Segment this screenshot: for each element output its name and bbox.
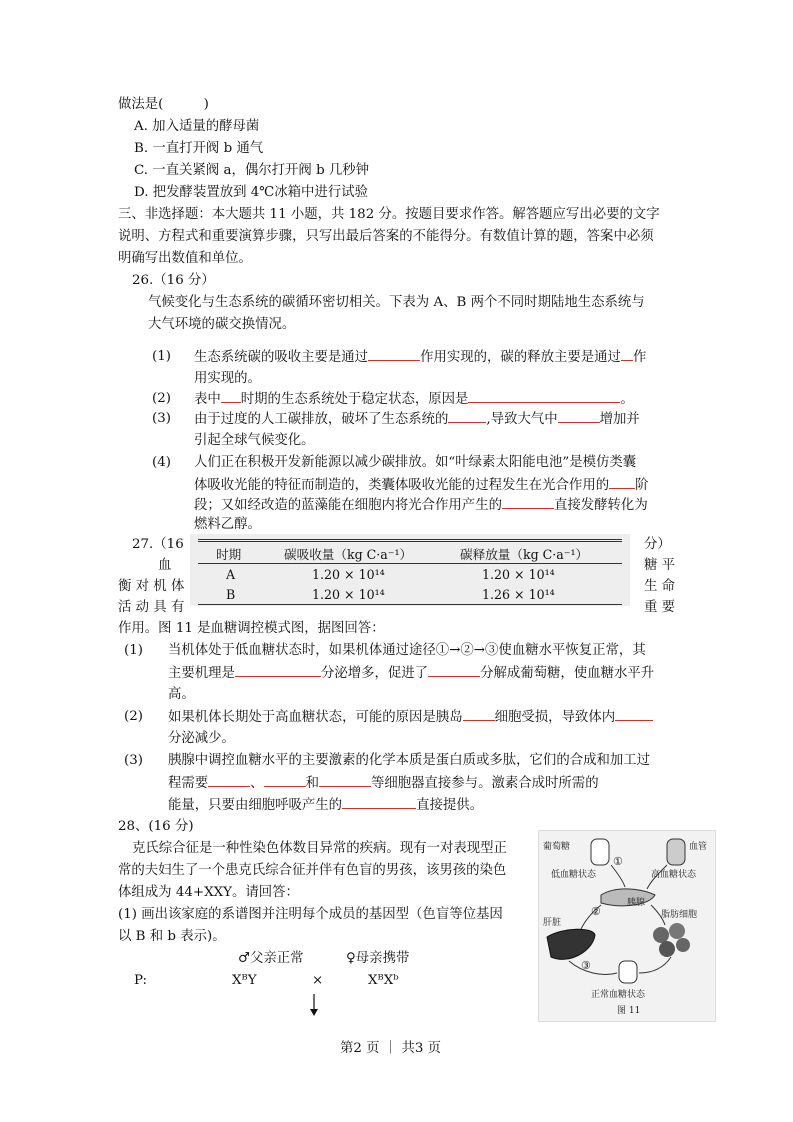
q26-p3-blank-2[interactable] xyxy=(558,410,600,423)
label-low-glucose: 低血糖状态 xyxy=(551,870,597,880)
q27-p1-blank-2[interactable] xyxy=(428,664,480,677)
section3-line3: 明确写出数值和单位。 xyxy=(118,251,252,266)
q27-left-2: 血 xyxy=(158,558,172,573)
table-cell: 1.26 × 10¹⁴ xyxy=(482,587,555,602)
q25-option-c: C. 一直关紧阀 a，偶尔打开阀 b 几秒钟 xyxy=(134,163,370,178)
q27-p3-text-3a: 能量，只要由细胞呼吸产生的 xyxy=(168,798,343,813)
table-header-period: 时期 xyxy=(216,547,242,562)
q25-stem-tail: 做法是( ) xyxy=(118,97,209,112)
q26-p3-text-c: 增加并 xyxy=(599,412,640,427)
q27-p1-text-2b: 分泌增多，促进了 xyxy=(320,666,429,681)
q25-option-b: B. 一直打开阀 b 通气 xyxy=(134,141,264,156)
label-step-1: ① xyxy=(613,855,623,868)
q27-right-2: 糖 平 xyxy=(644,558,676,573)
q26-p3-text-b: ,导致大气中 xyxy=(486,412,558,427)
pedigree-father-label: ♂父亲正常 xyxy=(238,951,304,966)
q26-p1-text-a: 生态系统碳的吸收主要是通过 xyxy=(194,350,369,365)
pedigree-p-label: P: xyxy=(134,973,148,988)
fat-cell-icon xyxy=(676,938,690,952)
fat-cell-icon xyxy=(669,923,685,939)
q27-p3-blank-3[interactable] xyxy=(319,774,371,787)
pedigree-cross-symbol: × xyxy=(312,973,324,988)
q26-p4-text-2a: 体吸收光能的特征而制造的，类囊体吸收光能的过程发生在光合作用的 xyxy=(194,478,610,493)
q26-p4-blank-1[interactable] xyxy=(609,476,635,489)
q26-p1-text-c: 作 xyxy=(632,350,647,365)
q26-p2-text-a: 表中 xyxy=(194,392,221,407)
arrow-1-icon xyxy=(611,865,625,887)
table-cell: 1.20 × 10¹⁴ xyxy=(312,567,385,582)
fat-cell-icon xyxy=(659,941,675,957)
section3-line2: 说明、方程式和重要演算步骤，只写出最后答案的不能得分。有数值计算的题，答案中必须 xyxy=(118,229,654,244)
q27-p2-blank-1[interactable] xyxy=(463,708,495,721)
pedigree-father-genotype: XᴮY xyxy=(232,973,257,988)
q27-right-4: 重 要 xyxy=(644,600,676,615)
q26-p4-text-3b: 直接发酵转化为 xyxy=(553,498,648,513)
table-cell: B xyxy=(226,587,236,602)
vessel-normal-icon xyxy=(619,961,637,983)
q27-p1-mark: (1) xyxy=(124,643,143,658)
q27-p3-text-2c: 和 xyxy=(305,776,319,791)
q26-p1-line1 xyxy=(194,348,646,367)
q27-p2-text-a: 如果机体长期处于高血糖状态，可能的原因是胰岛 xyxy=(168,710,463,725)
vessel-low-icon xyxy=(591,839,609,865)
figure-11-blood-glucose-diagram xyxy=(538,830,716,1022)
q26-p4-line3 xyxy=(194,496,648,515)
q27-left-4: 活 动 具 有 xyxy=(118,600,185,615)
label-step-3: ③ xyxy=(581,959,591,972)
label-glucose: 葡萄糖 xyxy=(543,842,571,852)
q27-p3-mark: (3) xyxy=(124,753,143,768)
q27-p3-line2 xyxy=(168,774,599,793)
q26-p2-text-b: 时期的生态系统处于稳定状态，原因是 xyxy=(240,392,469,407)
q27-p3-text-2b: 、 xyxy=(250,776,264,791)
table-header-absorb: 碳吸收量（kg C·a⁻¹） xyxy=(284,547,413,562)
q26-intro-line2: 大气环境的碳交换情况。 xyxy=(148,317,296,332)
q27-p2-blank-2[interactable] xyxy=(615,708,653,721)
pedigree-mother-genotype: XᴮXᵇ xyxy=(368,973,399,988)
q26-p1-text-b: 作用实现的，碳的释放主要是通过 xyxy=(420,350,621,365)
label-pancreas: 胰腺 xyxy=(627,898,646,908)
q28-number: 28、(16 分) xyxy=(118,819,194,834)
figure-caption: 图 11 xyxy=(617,1006,641,1016)
q28-line1: 克氏综合征是一种性染色体数目异常的疾病。现有一对表现型正 xyxy=(132,841,507,856)
q27-p3-blank-2[interactable] xyxy=(264,774,306,787)
q26-p1-blank-2[interactable] xyxy=(621,348,633,361)
q27-p1-text-2a: 主要机理是 xyxy=(168,666,235,681)
q27-number: 27.（16 xyxy=(132,537,184,552)
label-step-2: ② xyxy=(591,905,601,918)
q26-p1-mark: (1) xyxy=(152,349,171,364)
q27-p1-line3: 高。 xyxy=(168,687,195,702)
pedigree-mother-label: ♀母亲携带 xyxy=(346,951,410,966)
q26-p4-text-2b: 阶 xyxy=(635,478,649,493)
q27-p1-line1: 当机体处于低血糖状态时，如果机体通过途径①→②→③使血糖水平恢复正常，其 xyxy=(168,643,646,658)
q27-line5: 作用。图 11 是血糖调控模式图，据图回答： xyxy=(118,621,385,636)
table-cell: 1.20 × 10¹⁴ xyxy=(482,567,555,582)
q26-p2-blank-2[interactable] xyxy=(468,390,620,403)
q26-number: 26.（16 分） xyxy=(132,273,215,288)
q27-p3-blank-1[interactable] xyxy=(208,774,250,787)
q27-p2-text-b: 细胞受损，导致体内 xyxy=(494,710,616,725)
pedigree-down-arrow xyxy=(306,994,322,1018)
q28-line2: 常的夫妇生了一个患克氏综合征并伴有色盲的男孩，该男孩的染色 xyxy=(118,863,507,878)
q26-p3-line1 xyxy=(194,410,640,429)
liver-icon xyxy=(547,929,595,959)
q27-left-3: 衡 对 机 体 xyxy=(118,579,185,594)
label-high-glucose: 高血糖状态 xyxy=(651,870,697,880)
q27-p1-line2 xyxy=(168,664,654,683)
q28-line3: 体组成为 44+XXY。请回答： xyxy=(118,885,299,900)
table-cell: A xyxy=(226,567,236,582)
q26-p4-mark: (4) xyxy=(152,455,171,470)
q28-line5: 以 B 和 b 表示)。 xyxy=(118,929,226,944)
vessel-high-icon xyxy=(667,839,685,865)
q26-intro-line1: 气候变化与生态系统的碳循环密切相关。下表为 A、B 两个不同时期陆地生态系统与 xyxy=(148,295,645,310)
q26-p4-blank-2[interactable] xyxy=(502,496,554,509)
q27-p3-text-3b: 直接提供。 xyxy=(416,798,484,813)
q28-line4: (1) 画出该家庭的系谱图并注明每个成员的基因型（色盲等位基因 xyxy=(118,907,503,922)
q26-p2-mark: (2) xyxy=(152,391,171,406)
q26-p4-line2 xyxy=(194,476,649,495)
q26-p1-line2: 用实现的。 xyxy=(194,371,261,386)
q26-p2-line xyxy=(194,390,634,409)
label-fat-cells: 脂肪细胞 xyxy=(661,910,698,920)
q27-p3-line3 xyxy=(168,796,483,815)
label-blood-vessel: 血管 xyxy=(689,842,708,852)
q26-p2-blank-1[interactable] xyxy=(221,390,241,403)
page-footer: 第2 页 ｜ 共3 页 xyxy=(340,1041,442,1056)
q27-p2-line2: 分泌减少。 xyxy=(168,731,235,746)
q26-p3-text-a: 由于过度的人工碳排放，破坏了生态系统的 xyxy=(194,412,449,427)
q27-p2-line1 xyxy=(168,708,653,727)
table-header-release: 碳释放量（kg C·a⁻¹） xyxy=(460,547,589,562)
label-liver: 肝脏 xyxy=(543,918,562,928)
q27-fen: 分） xyxy=(644,537,671,552)
q26-p4-line4: 燃料乙醇。 xyxy=(194,517,261,532)
q26-p2-text-c: 。 xyxy=(620,392,634,407)
carbon-exchange-table xyxy=(190,534,630,606)
q26-p4-text-3a: 段；又如经改造的蓝藻能在细胞内将光合作用产生的 xyxy=(194,498,502,513)
q26-p3-line2: 引起全球气候变化。 xyxy=(194,433,315,448)
fat-cell-icon xyxy=(653,927,669,943)
q27-p1-text-2c: 分解成葡萄糖，使血糖水平升 xyxy=(480,666,655,681)
q26-p4-line1: 人们正在积极开发新能源以减少碳排放。如“叶绿素太阳能电池”是模仿类囊 xyxy=(194,455,637,470)
q27-p3-text-2a: 程需要 xyxy=(168,776,209,791)
q27-p3-text-2d: 等细胞器直接参与。激素合成时所需的 xyxy=(370,776,599,791)
arrow-3-icon xyxy=(569,961,617,975)
label-normal-glucose: 正常血糖状态 xyxy=(591,990,646,1000)
q26-p3-mark: (3) xyxy=(152,411,171,426)
q25-option-d: D. 把发酵装置放到 4℃冰箱中进行试验 xyxy=(134,185,368,200)
q27-p3-blank-4[interactable] xyxy=(342,796,416,809)
q27-p1-blank-1[interactable] xyxy=(235,664,321,677)
q25-option-a: A. 加入适量的酵母菌 xyxy=(134,119,260,134)
table-cell: 1.20 × 10¹⁴ xyxy=(312,587,385,602)
q26-p1-blank-1[interactable] xyxy=(368,348,420,361)
q27-p3-line1: 胰腺中调控血糖水平的主要激素的化学本质是蛋白质或多肽，它们的合成和加工过 xyxy=(168,753,651,768)
q27-right-3: 生 命 xyxy=(644,579,676,594)
q27-p2-mark: (2) xyxy=(124,709,143,724)
section3-line1: 三、非选择题：本大题共 11 小题，共 182 分。按题目要求作答。解答题应写出必要的文字 xyxy=(118,207,660,222)
arrow-fat-normal-icon xyxy=(639,957,671,973)
q26-p3-blank-1[interactable] xyxy=(448,410,486,423)
